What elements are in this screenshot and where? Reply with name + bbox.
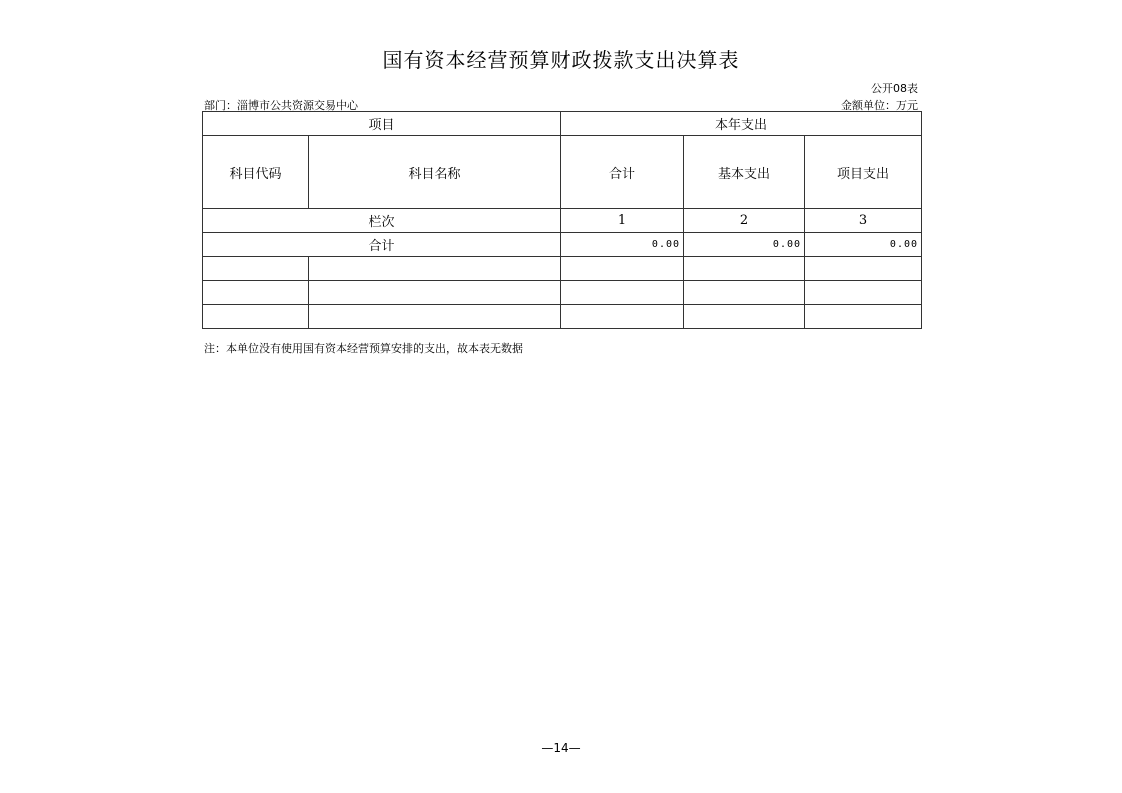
table-cell xyxy=(309,257,561,281)
expenditure-table xyxy=(202,111,922,329)
table-cell xyxy=(561,281,684,305)
total-value-basic: 0.00 xyxy=(684,233,805,257)
total-label: 合计 xyxy=(203,233,561,257)
table-cell xyxy=(684,257,805,281)
table-subheader-row xyxy=(203,136,922,209)
table-row xyxy=(203,257,922,281)
table-cell xyxy=(309,305,561,329)
table-cell xyxy=(309,281,561,305)
col-project: 项目支出 xyxy=(805,136,922,209)
seq-label: 栏次 xyxy=(203,209,561,233)
total-value-total: 0.00 xyxy=(561,233,684,257)
total-value-project: 0.00 xyxy=(805,233,922,257)
table-row xyxy=(203,305,922,329)
table-row xyxy=(203,281,922,305)
table-cell xyxy=(684,305,805,329)
seq-1: 1 xyxy=(561,209,684,233)
total-row xyxy=(203,233,922,257)
seq-row xyxy=(203,209,922,233)
table-cell xyxy=(561,257,684,281)
col-total: 合计 xyxy=(561,136,684,209)
table-cell xyxy=(203,257,309,281)
header-project: 项目 xyxy=(203,112,561,136)
table-cell xyxy=(561,305,684,329)
seq-3: 3 xyxy=(805,209,922,233)
table-note: 注：本单位没有使用国有资本经营预算安排的支出，故本表无数据 xyxy=(204,342,523,355)
page-number: —14— xyxy=(541,741,581,755)
form-code: 公开08表 xyxy=(871,82,918,95)
table-cell xyxy=(805,305,922,329)
page-title: 国有资本经营预算财政拨款支出决算表 xyxy=(382,48,740,72)
table-cell xyxy=(203,281,309,305)
header-current-year: 本年支出 xyxy=(561,112,922,136)
table-header-row xyxy=(203,112,922,136)
col-basic: 基本支出 xyxy=(684,136,805,209)
seq-2: 2 xyxy=(684,209,805,233)
table-cell xyxy=(805,257,922,281)
table-cell xyxy=(684,281,805,305)
col-subject-code: 科目代码 xyxy=(203,136,309,209)
department-label: 部门：淄博市公共资源交易中心 xyxy=(204,99,358,112)
table-cell xyxy=(203,305,309,329)
col-subject-name: 科目名称 xyxy=(309,136,561,209)
table-cell xyxy=(805,281,922,305)
unit-label: 金额单位：万元 xyxy=(841,99,918,112)
